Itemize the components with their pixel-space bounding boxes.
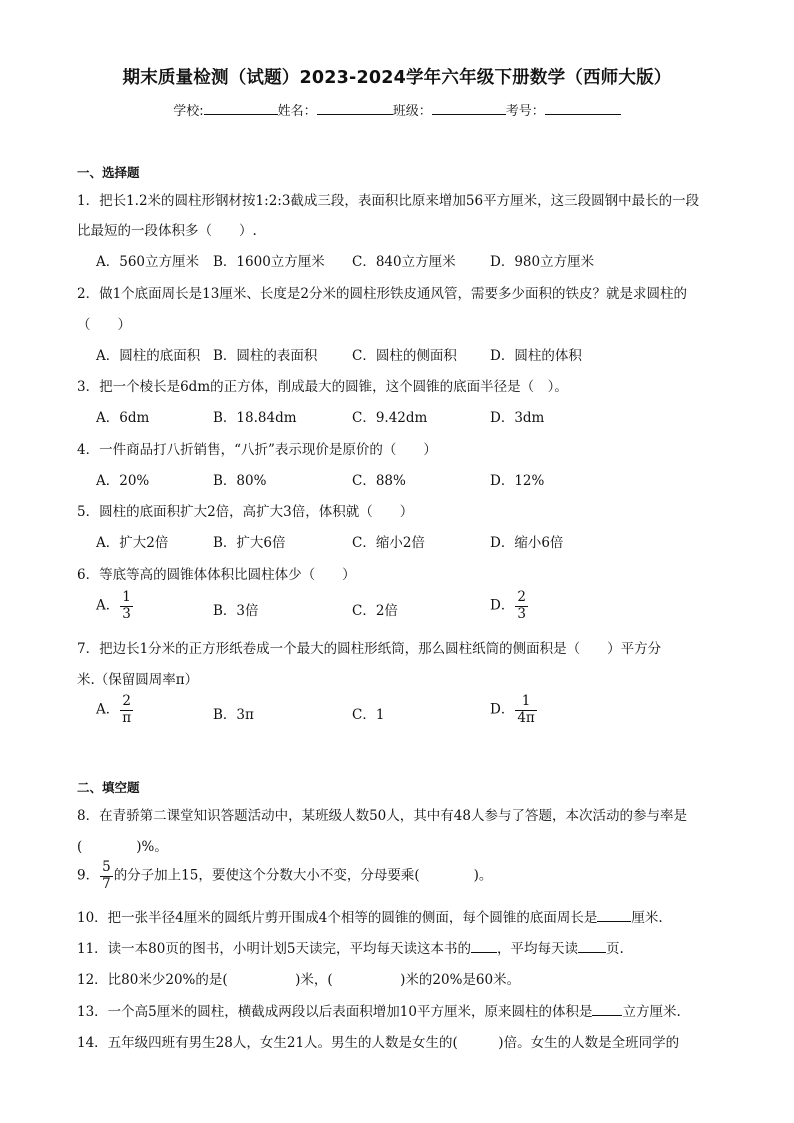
q7-option-c[interactable]: C．1 (352, 707, 385, 723)
q6-option-c[interactable]: C．2倍 (352, 603, 398, 619)
q7-option-d-fraction (515, 695, 536, 725)
q4-option-d[interactable]: D．12% (490, 473, 545, 489)
q7-option-a-label: A． (96, 701, 120, 718)
q2-option-c[interactable]: C．圆柱的侧面积 (352, 348, 457, 364)
section-fill-heading: 二、填空题 (77, 780, 140, 795)
q6-option-d-fraction (515, 591, 528, 621)
q5-option-b[interactable]: B．扩大6倍 (213, 535, 286, 551)
q3-option-c[interactable]: C．9.42dm (352, 410, 428, 426)
q13-answer-blank[interactable] (592, 1003, 622, 1016)
q11-text-b: ，平均每天读 (496, 941, 578, 957)
school-blank[interactable] (204, 101, 278, 115)
q4-option-c[interactable]: C．88% (352, 473, 406, 489)
question-10 (77, 906, 663, 926)
q7-d-numerator: 1 (515, 695, 536, 711)
q9-numerator: 5 (102, 859, 111, 875)
q2-option-a[interactable]: A．圆柱的底面积 (96, 348, 201, 364)
question-8-line-1: 8．在青骄第二课堂知识答题活动中，某班级人数50人，其中有48人参与了答题，本次活动的参与率是 (77, 808, 687, 824)
q3-option-d[interactable]: D．3dm (490, 410, 545, 426)
q7-a-denominator: π (122, 709, 132, 726)
q9-fraction (100, 861, 113, 891)
question-9 (77, 861, 492, 891)
q10-text-b: 厘米. (631, 910, 663, 926)
student-info-line (0, 100, 794, 119)
q1-option-a[interactable]: A．560立方厘米 (96, 254, 200, 270)
question-5-line-1: 5．圆柱的底面积扩大2倍，高扩大3倍，体积就（ ） (77, 504, 414, 520)
question-13 (77, 1000, 681, 1020)
question-6-line-1: 6．等底等高的圆锥体体积比圆柱体少（ ） (77, 567, 356, 583)
q7-d-denominator: 4π (517, 709, 535, 726)
q6-d-denominator: 3 (517, 605, 526, 622)
q5-option-c[interactable]: C．缩小2倍 (352, 535, 425, 551)
q1-option-c[interactable]: C．840立方厘米 (352, 254, 456, 270)
question-8-line-2: ( )%。 (77, 839, 168, 855)
question-1-line-1: 1．把长1.2米的圆柱形钢材按1:2:3截成三段，表面积比原来增加56平方厘米，这三段圆钢中最长的一段 (77, 193, 700, 209)
q5-option-a[interactable]: A．扩大2倍 (96, 535, 169, 551)
q6-option-a-label: A． (96, 597, 120, 614)
question-7-line-2: 米.（保留圆周率π） (77, 672, 199, 688)
class-label: 班级： (392, 104, 432, 119)
question-11 (77, 937, 624, 957)
q7-option-a[interactable] (96, 695, 134, 725)
q7-a-numerator: 2 (120, 695, 133, 711)
q9-denominator: 7 (102, 875, 111, 892)
q7-option-d[interactable] (490, 695, 538, 725)
q6-d-numerator: 2 (517, 589, 526, 605)
q3-option-b[interactable]: B．18.84dm (213, 410, 297, 426)
q4-option-a[interactable]: A．20% (96, 473, 150, 489)
q5-option-d[interactable]: D．缩小6倍 (490, 535, 564, 551)
q10-text-a: 10．把一张半径4厘米的圆纸片剪开围成4个相等的圆锥的侧面，每个圆锥的底面周长是 (77, 910, 598, 926)
q6-option-a-fraction (120, 591, 133, 621)
section-choice-heading: 一、选择题 (77, 165, 140, 180)
q6-option-d[interactable] (490, 591, 529, 621)
class-blank[interactable] (432, 101, 506, 115)
q9-prefix: 9． (77, 867, 100, 884)
question-12: 12．比80米少20%的是( )米，( )米的20%是60米。 (77, 972, 521, 988)
q9-text: 的分子加上15，要使这个分数大小不变，分母要乘( )。 (113, 867, 493, 884)
q13-text-b: 立方厘米. (622, 1004, 681, 1020)
q6-a-denominator: 3 (122, 605, 131, 622)
school-label: 学校: (173, 104, 204, 119)
q13-text-a: 13．一个高5厘米的圆柱，横截成两段以后表面积增加10平方厘米，原来圆柱的体积是 (77, 1004, 593, 1020)
question-1-line-2: 比最短的一段体积多（ ）. (77, 223, 257, 239)
exam-title: 期末质量检测（试题）2023-2024学年六年级下册数学（西师大版） (122, 68, 672, 88)
question-7-line-1: 7．把边长1分米的正方形纸卷成一个最大的圆柱形纸筒，那么圆柱纸筒的侧面积是（ ）平方分 (77, 641, 662, 657)
question-2-line-2: （ ） (77, 317, 131, 333)
question-3-line-1: 3．把一个棱长是6dm的正方体，削成最大的圆锥，这个圆锥的底面半径是（ ）。 (77, 379, 568, 395)
q6-a-numerator: 1 (122, 589, 131, 605)
q2-option-d[interactable]: D．圆柱的体积 (490, 348, 582, 364)
question-14: 14．五年级四班有男生28人，女生21人。男生的人数是女生的( )倍。女生的人数是全班同学的 (77, 1035, 680, 1051)
q11-answer-blank-1[interactable] (471, 940, 497, 953)
q7-option-b[interactable]: B．3π (213, 707, 254, 723)
name-blank[interactable] (317, 101, 393, 115)
q6-option-d-label: D． (490, 597, 515, 614)
q10-answer-blank[interactable] (597, 909, 631, 922)
q7-option-a-fraction (120, 695, 133, 725)
q3-option-a[interactable]: A．6dm (96, 410, 150, 426)
question-2-line-1: 2．做1个底面周长是13厘米、长度是2分米的圆柱形铁皮通风管，需要多少面积的铁皮？就是求圆柱的 (77, 286, 687, 302)
q1-option-d[interactable]: D．980立方厘米 (490, 254, 595, 270)
q11-text-a: 11．读一本80页的图书，小明计划5天读完，平均每天读这本书的 (77, 941, 471, 957)
q2-option-b[interactable]: B．圆柱的表面积 (213, 348, 318, 364)
q11-text-c: 页. (605, 941, 624, 957)
q6-option-b[interactable]: B．3倍 (213, 603, 259, 619)
exam-no-label: 考号： (505, 104, 545, 119)
q1-option-b[interactable]: B．1600立方厘米 (213, 254, 325, 270)
q6-option-a[interactable] (96, 591, 134, 621)
question-4-line-1: 4．一件商品打八折销售，“八折”表示现价是原价的（ ） (77, 442, 437, 458)
q4-option-b[interactable]: B．80% (213, 473, 267, 489)
name-label: 姓名： (277, 104, 317, 119)
q7-option-d-label: D． (490, 701, 515, 718)
exam-no-blank[interactable] (545, 101, 621, 115)
q11-answer-blank-2[interactable] (578, 940, 606, 953)
